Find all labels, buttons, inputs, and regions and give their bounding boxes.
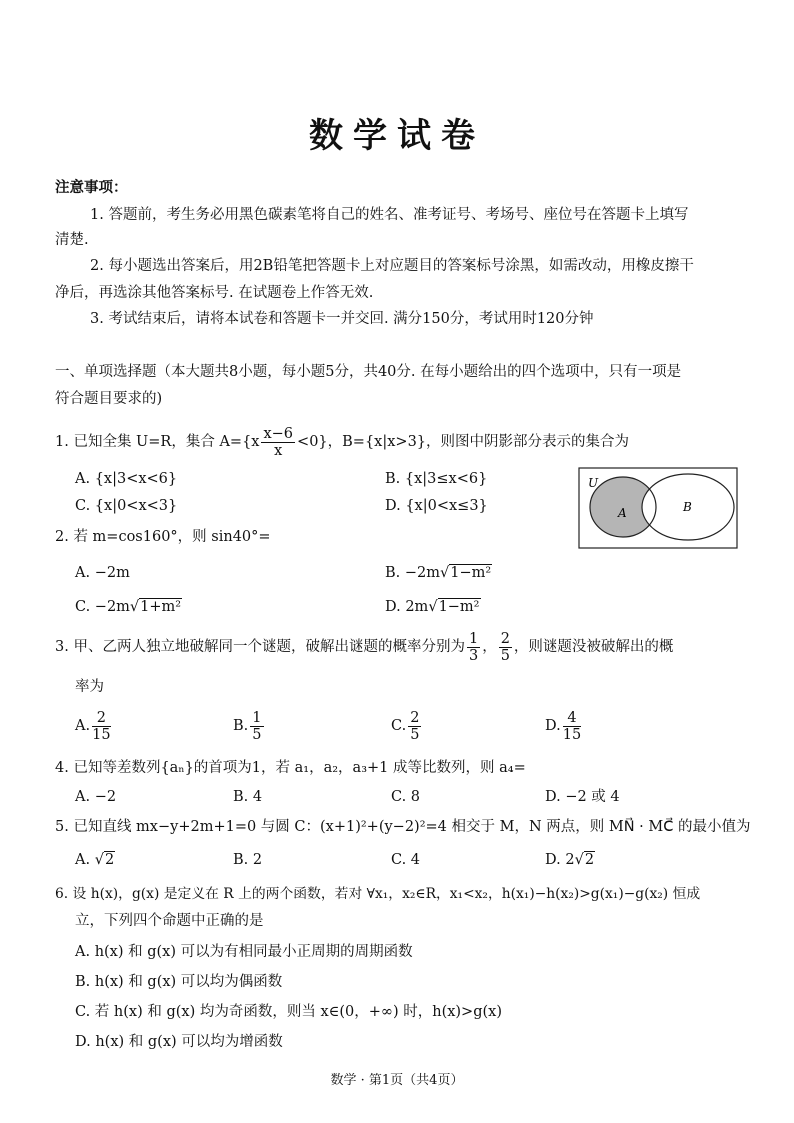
venn-diagram <box>578 467 738 549</box>
page-title: 数学试卷 <box>309 116 485 156</box>
question-1-stem: 1. 已知全集 U=R，集合 A={x $\frac{x-6}{x}$ <0}，B={x|x>3}，则图中阴影部分表示的集合为 <box>55 425 630 459</box>
question-4-option-a[interactable]: A. −2 <box>75 789 117 805</box>
question-4-option-c[interactable]: C. 8 <box>391 789 421 805</box>
notice-item-1-line-1: 1. 答题前，考生务必用黑色碳素笔将自己的姓名、准考证号、考场号、座位号在答题卡上填写 <box>90 207 689 223</box>
notice-item-2-line-2: 净后，再选涂其他答案标号. 在试题卷上作答无效. <box>55 285 374 301</box>
question-6-option-a[interactable]: A. h(x) 和 g(x) 可以为有相同最小正周期的周期函数 <box>75 944 413 960</box>
question-3-option-d[interactable]: D. $\frac{4}{15}$ <box>545 709 582 743</box>
venn-label-a: A <box>618 506 627 520</box>
question-2-option-d[interactable]: D. 2m√1−m² <box>385 599 480 615</box>
question-6-stem-line-1: 6. 设 h(x)，g(x) 是定义在 R 上的两个函数，若对 ∀x₁，x₂∈R，x₁<x₂，h(x₁)−h(x₂)>g(x₁)−g(x₂) 恒成 <box>55 886 701 902</box>
question-5-option-d[interactable]: D. 2√2 <box>545 852 595 868</box>
question-5-stem: 5. 已知直线 mx−y+2m+1=0 与圆 C：(x+1)²+(y−2)²=4 相交于 M，N 两点，则 MN⃗ · MC⃗ 的最小值为 <box>55 819 751 835</box>
notice-item-1-line-2: 清楚. <box>55 232 89 248</box>
question-6-option-b[interactable]: B. h(x) 和 g(x) 可以均为偶函数 <box>75 974 283 990</box>
venn-label-u: U <box>588 476 599 490</box>
question-2-option-a[interactable]: A. −2m <box>75 565 130 581</box>
section-heading-line-1: 一、单项选择题（本大题共8小题，每小题5分，共40分. 在每小题给出的四个选项中，只有一项是 <box>55 364 682 380</box>
page-footer: 数学 · 第1页（共4页） <box>330 1073 464 1088</box>
question-3-option-a[interactable]: A. $\frac{2}{15}$ <box>75 709 111 743</box>
question-5-option-c[interactable]: C. 4 <box>391 852 421 868</box>
section-heading-line-2: 符合题目要求的) <box>55 391 163 407</box>
question-2-option-c[interactable]: C. −2m√1+m² <box>75 599 182 615</box>
question-4-stem: 4. 已知等差数列{aₙ}的首项为1，若 a₁，a₂，a₃+1 成等比数列，则 a₄= <box>55 760 526 776</box>
question-3-option-c[interactable]: C. $\frac{2}{5}$ <box>391 709 420 743</box>
question-2-stem: 2. 若 m=cos160°，则 sin40°= <box>55 529 271 545</box>
question-1-option-b[interactable]: B. {x|3≤x<6} <box>385 471 488 487</box>
notice-item-2-line-1: 2. 每小题选出答案后，用2B铅笔把答题卡上对应题目的答案标号涂黑，如需改动，用橡皮擦干 <box>90 258 694 274</box>
question-5-option-b[interactable]: B. 2 <box>233 852 263 868</box>
venn-label-b: B <box>683 500 692 514</box>
question-6-stem-line-2: 立，下列四个命题中正确的是 <box>75 913 264 929</box>
question-4-option-d[interactable]: D. −2 或 4 <box>545 789 620 805</box>
question-1-option-c[interactable]: C. {x|0<x<3} <box>75 498 178 514</box>
question-1-option-d[interactable]: D. {x|0<x≤3} <box>385 498 488 514</box>
question-2-option-b[interactable]: B. −2m√1−m² <box>385 565 492 581</box>
question-6-option-c[interactable]: C. 若 h(x) 和 g(x) 均为奇函数，则当 x∈(0，+∞) 时，h(x)>g(x) <box>75 1004 502 1020</box>
question-5-option-a[interactable]: A. √2 <box>75 852 115 868</box>
question-6-option-d[interactable]: D. h(x) 和 g(x) 可以均为增函数 <box>75 1034 283 1050</box>
question-3-option-b[interactable]: B. $\frac{1}{5}$ <box>233 709 262 743</box>
question-3-stem-line-2: 率为 <box>75 679 104 695</box>
question-4-option-b[interactable]: B. 4 <box>233 789 263 805</box>
notice-item-3: 3. 考试结束后，请将本试卷和答题卡一并交回. 满分150分，考试用时120分钟 <box>90 311 594 327</box>
question-1-option-a[interactable]: A. {x|3<x<6} <box>75 471 178 487</box>
question-3-stem: 3. 甲、乙两人独立地破解同一个谜题，破解出谜题的概率分别为 $\frac{1}{3}$ ， $\frac{2}{5}$ ，则谜题没被破解出的概 <box>55 630 674 664</box>
notice-heading: 注意事项： <box>55 179 128 196</box>
